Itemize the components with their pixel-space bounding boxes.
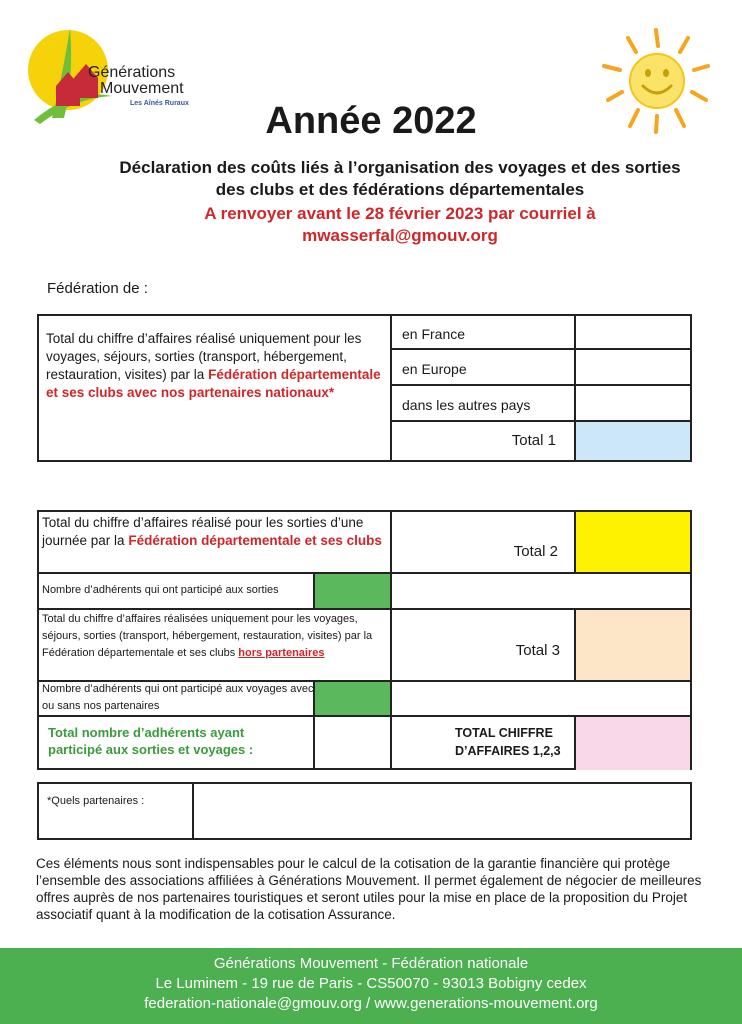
input-total-2[interactable] (576, 512, 690, 572)
table-2-row-sorties-red: Fédération départementale et ses clubs (128, 533, 382, 548)
adherents-sorties-label: Nombre d’adhérents qui ont participé aux sorties (42, 584, 279, 596)
footer-address: Le Luminem - 19 rue de Paris - CS50070 - 93013 Bobigny cedex (155, 975, 587, 992)
input-total-adherents[interactable] (315, 717, 390, 770)
input-total-3[interactable] (576, 610, 690, 680)
page-subtitle (60, 157, 740, 201)
total-adherents-label: Total nombre d’adhérents ayant participé aux sorties et voyages : (48, 725, 254, 757)
adherents-voyages-label: Nombre d’adhérents qui ont participé aux voyages avec ou sans nos partenaires (42, 683, 314, 712)
footer-contact[interactable]: federation-nationale@gmouv.org / www.generations-mouvement.org (144, 995, 598, 1012)
table-2-row-voyages-plain: Total du chiffre d’affaires réalisées uniquement pour les voyages, séjours, sorties (transport, hébergement, restauration, visites) par la Fédération départementale et ses clubs (42, 613, 373, 659)
deadline-line-1: A renvoyer avant le 28 février 2023 par courriel à (204, 204, 596, 223)
input-adherents-voyages[interactable] (315, 682, 390, 715)
logo-text-generations: Générations (88, 64, 176, 81)
federation-label: Fédération de : (47, 280, 148, 297)
logo-subtitle: Les Aînés Ruraux (130, 100, 189, 107)
deadline-email: mwasserfal@gmouv.org (302, 226, 498, 245)
input-en-france[interactable] (576, 316, 690, 348)
row-label-en-europe: en Europe (402, 361, 467, 377)
input-total-chiffre-affaires[interactable] (576, 717, 690, 770)
subtitle-line-2: des clubs et des fédérations départementales (215, 180, 585, 199)
explanatory-paragraph: Ces éléments nous sont indispensables pour le calcul de la cotisation de la garantie financière qui protège l’ensemble des associations affiliées à Générations Mouvement. Il permet également de négocier de meilleures offres auprès de nos partenaires touristiques et seront utiles pour la mise en place de la proposition du Projet associatif quant à la modification de la cotisation Assurance. (36, 856, 702, 922)
input-partners[interactable] (194, 784, 690, 838)
table-1-description (46, 330, 382, 402)
input-en-europe[interactable] (576, 350, 690, 384)
footer-line-1: Générations Mouvement - Fédération nationale (213, 955, 529, 972)
partners-label: *Quels partenaires : (47, 795, 145, 807)
total-1-label: Total 1 (511, 432, 556, 449)
total-chiffre-affaires-label: TOTAL CHIFFRE D’AFFAIRES 1,2,3 (455, 726, 561, 758)
table-2-row-sorties (42, 514, 382, 550)
row-label-autres-pays: dans les autres pays (402, 397, 531, 413)
input-adherents-sorties[interactable] (315, 574, 390, 608)
table-2-row-voyages (42, 611, 386, 662)
table-2-row-voyages-red: hors partenaires (238, 647, 325, 659)
total-3-label: Total 3 (515, 642, 560, 659)
footer (0, 948, 742, 1024)
logo-text-mouvement: Mouvement (100, 80, 184, 97)
table-2-row-sorties-plain: Total du chiffre d’affaires réalisé pour les sorties d’une journée par la (42, 515, 364, 548)
page-title: Année 2022 (265, 100, 477, 142)
input-total-1[interactable] (576, 422, 690, 460)
subtitle-line-1: Déclaration des coûts liés à l’organisation des voyages et des sorties (119, 158, 681, 177)
total-2-label: Total 2 (513, 543, 558, 560)
deadline-notice (60, 203, 740, 247)
row-label-en-france: en France (402, 326, 466, 342)
table-1-description-red: Fédération départementale et ses clubs avec nos partenaires nationaux* (46, 367, 381, 400)
table-1-description-plain: Total du chiffre d’affaires réalisé uniquement pour les voyages, séjours, sorties (transport, hébergement, restauration, visites) par la (46, 331, 362, 382)
input-autres-pays[interactable] (576, 386, 690, 420)
